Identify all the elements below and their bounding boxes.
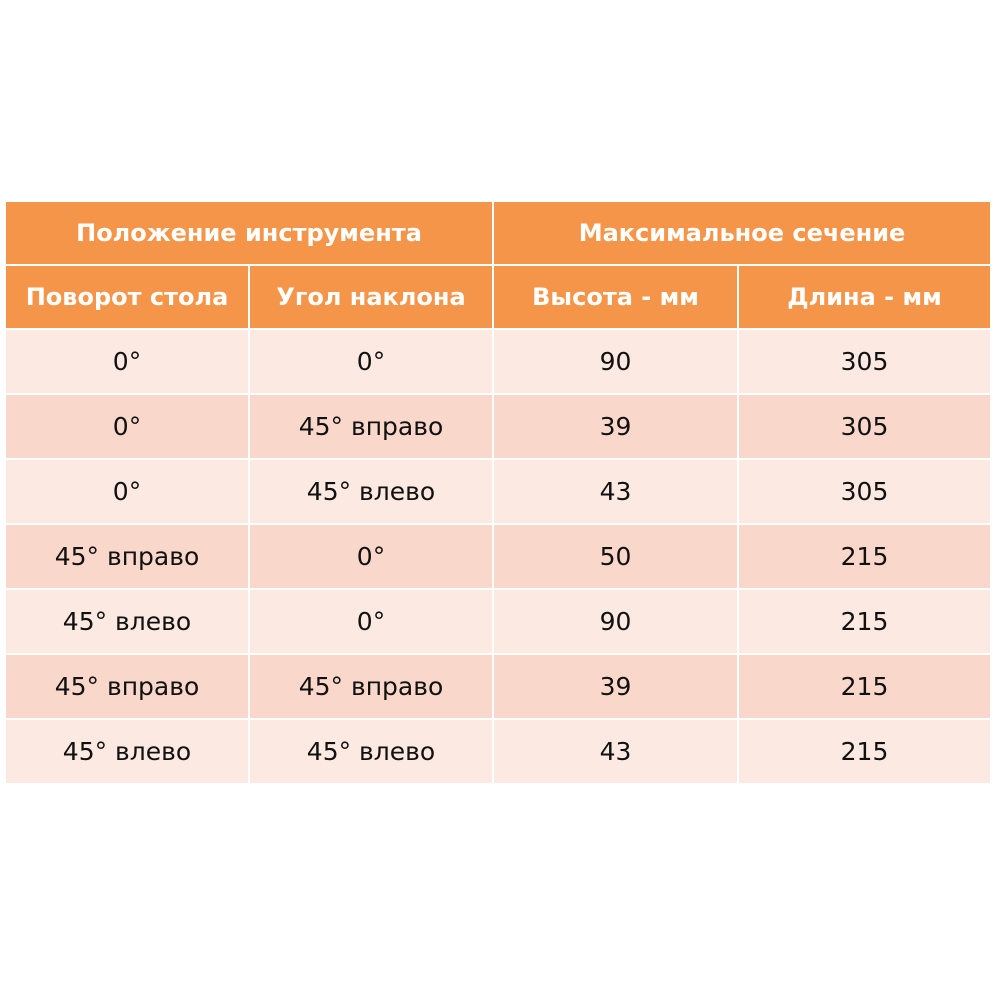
cell-table-rotation: 45° вправо [6,655,250,720]
cell-length: 215 [739,720,990,785]
table-row [6,590,990,655]
cutting-capacity-table [6,202,990,785]
cell-table-rotation: 0° [6,395,250,460]
column-header-row [6,266,990,330]
cell-tilt-angle: 45° влево [250,460,494,525]
cell-table-rotation: 45° влево [6,590,250,655]
table-row [6,655,990,720]
cell-height: 39 [494,395,739,460]
cell-table-rotation: 0° [6,330,250,395]
column-header-table-rotation: Поворот стола [6,266,250,330]
group-header-tool-position: Положение инструмента [6,202,494,266]
cell-tilt-angle: 0° [250,330,494,395]
table-row [6,395,990,460]
cell-length: 215 [739,590,990,655]
cell-height: 39 [494,655,739,720]
cell-tilt-angle: 45° влево [250,720,494,785]
cell-tilt-angle: 0° [250,525,494,590]
column-header-height: Высота - мм [494,266,739,330]
cell-length: 215 [739,655,990,720]
cell-length: 305 [739,395,990,460]
group-header-max-section: Максимальное сечение [494,202,990,266]
cell-tilt-angle: 45° вправо [250,395,494,460]
cell-tilt-angle: 0° [250,590,494,655]
table-row [6,525,990,590]
cell-height: 50 [494,525,739,590]
table-row [6,330,990,395]
cell-tilt-angle: 45° вправо [250,655,494,720]
cell-height: 90 [494,330,739,395]
group-header-row [6,202,990,266]
cell-length: 215 [739,525,990,590]
table-row [6,720,990,785]
column-header-length: Длина - мм [739,266,990,330]
cell-table-rotation: 0° [6,460,250,525]
table-row [6,460,990,525]
cell-table-rotation: 45° вправо [6,525,250,590]
cell-length: 305 [739,460,990,525]
spec-table-container [6,202,990,785]
cell-table-rotation: 45° влево [6,720,250,785]
cell-height: 43 [494,720,739,785]
cell-height: 43 [494,460,739,525]
cell-height: 90 [494,590,739,655]
cell-length: 305 [739,330,990,395]
column-header-tilt-angle: Угол наклона [250,266,494,330]
